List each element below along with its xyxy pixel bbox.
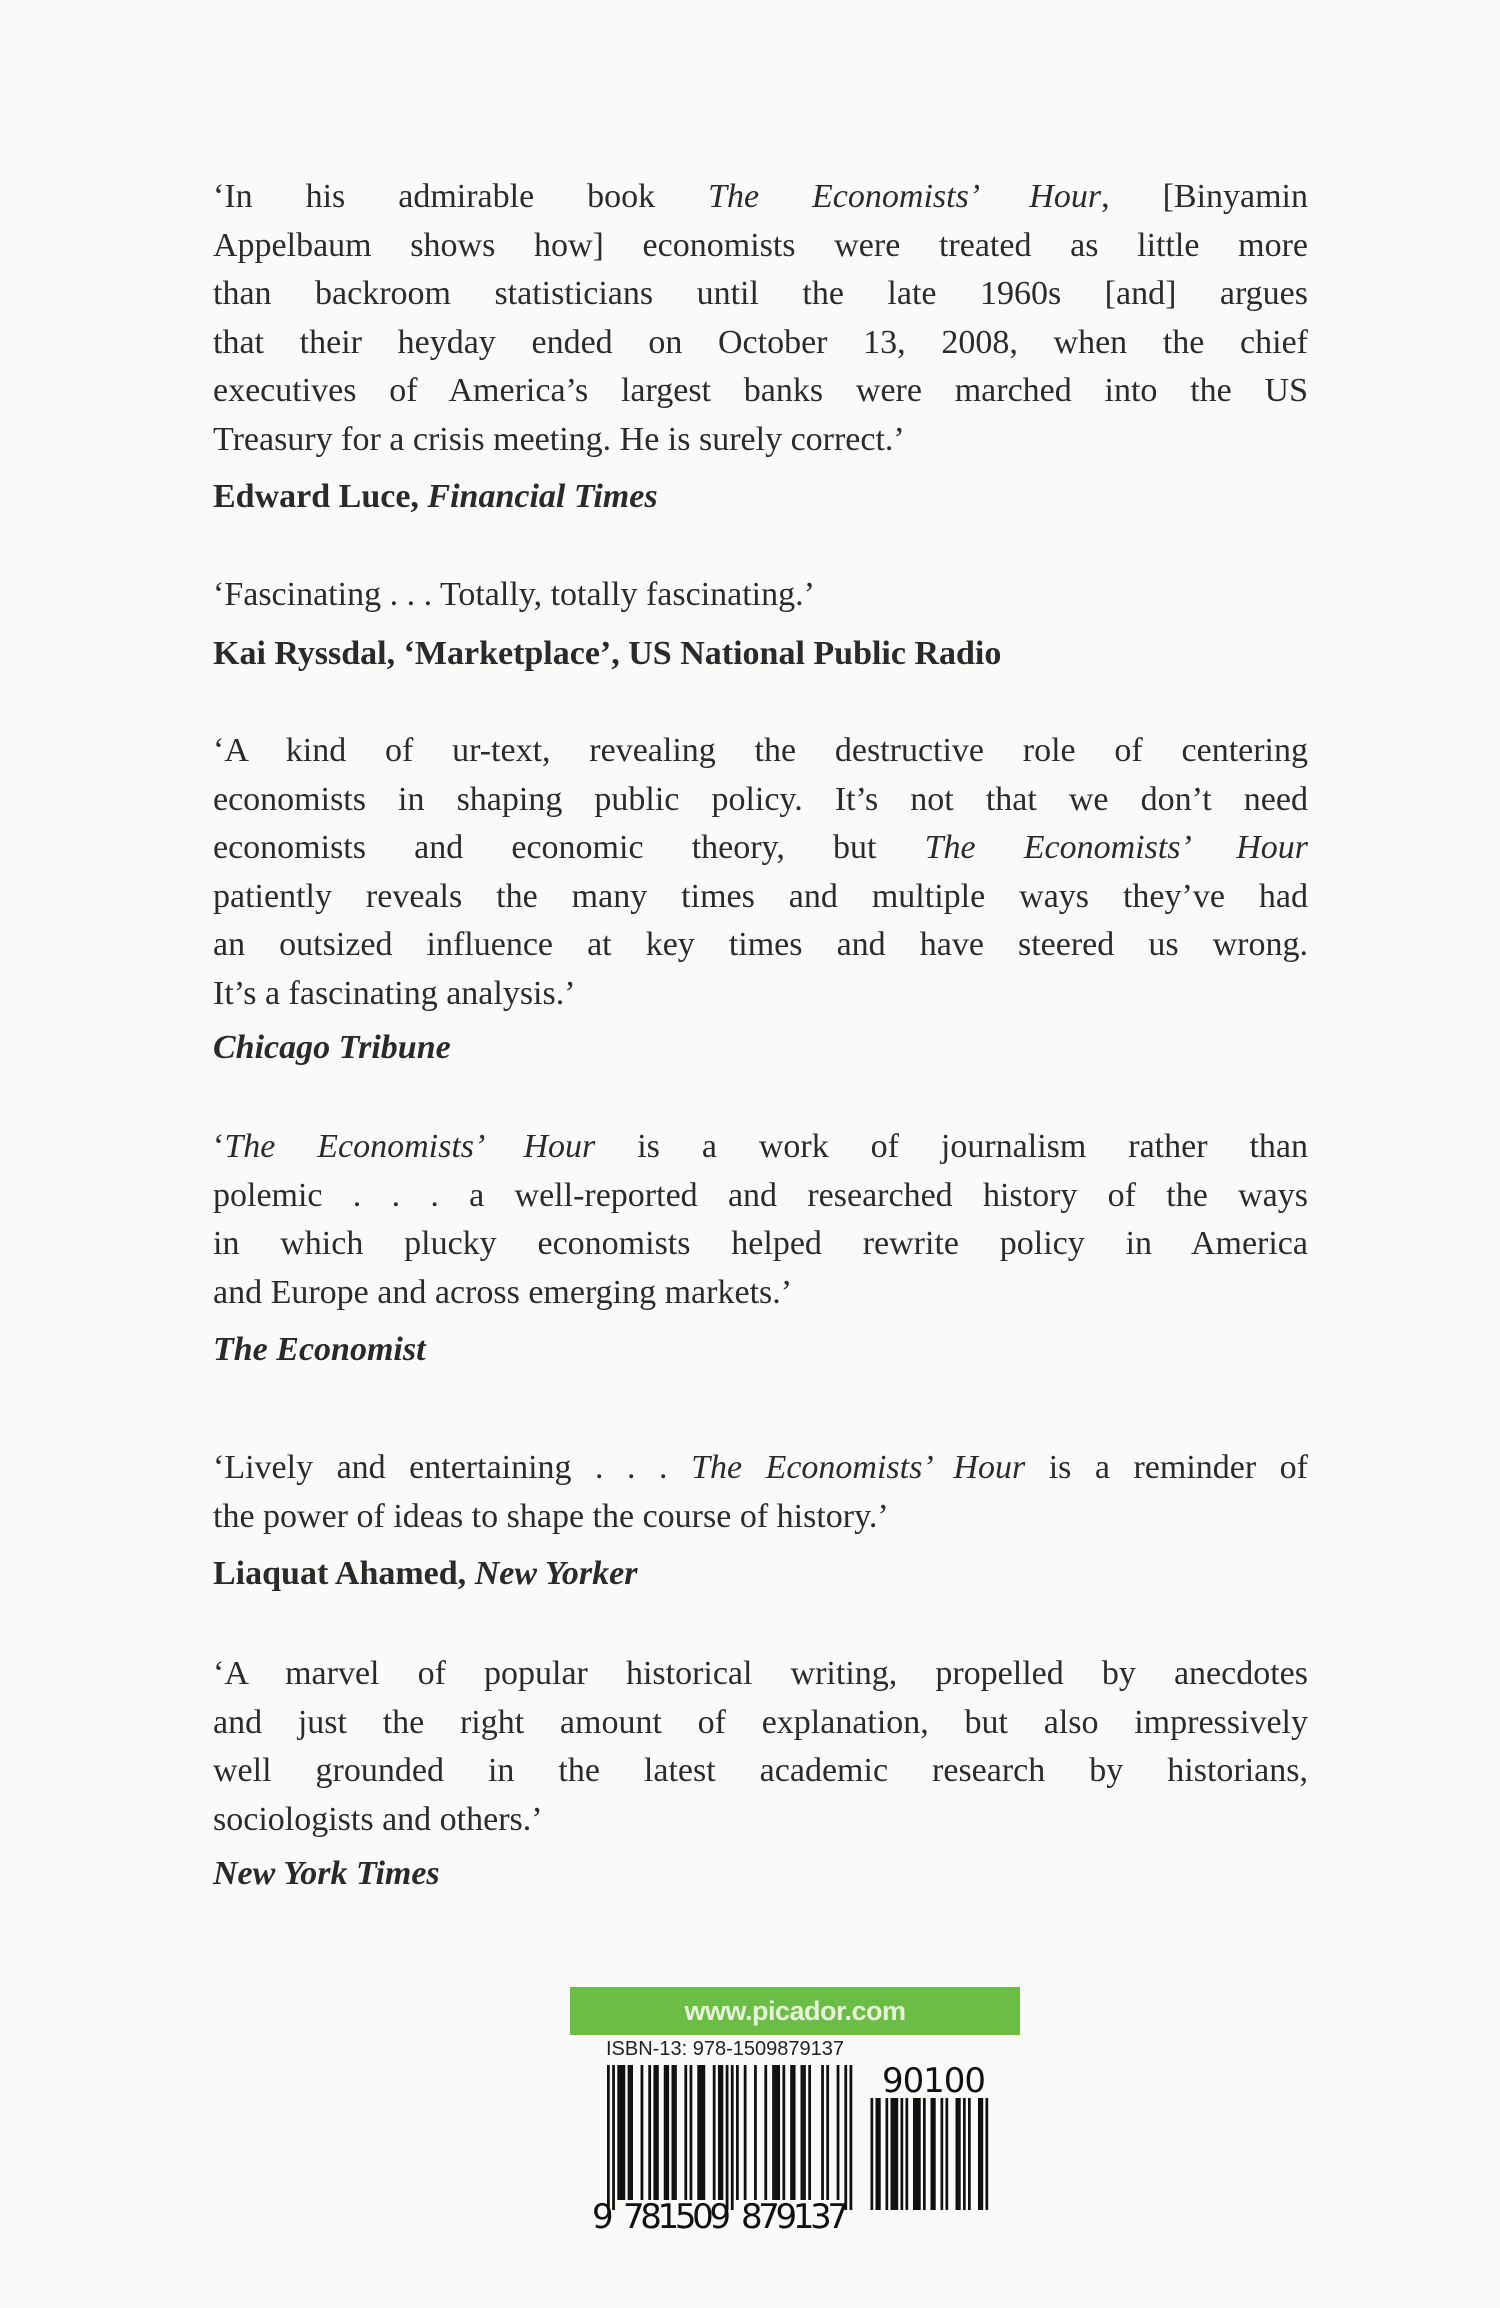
addon-bar (893, 2098, 896, 2210)
barcode-bar (777, 2065, 780, 2200)
barcode-bar (736, 2065, 739, 2200)
review-quote (213, 173, 1308, 464)
barcode-bar (648, 2065, 651, 2200)
barcode-bar (731, 2065, 734, 2210)
barcode-bar (754, 2065, 757, 2200)
quote-line (213, 173, 1308, 222)
quote-text: Appelbaum shows how] economists were treated as little more (213, 226, 1308, 264)
quote-line (213, 873, 1308, 922)
quote-text: ‘Lively and entertaining . . . (213, 1449, 692, 1486)
addon-bar (923, 2098, 926, 2210)
publication-name: New Yorker (474, 1555, 638, 1592)
quote-text: ‘A marvel of popular historical writing, propelled by anecdotes (213, 1655, 1308, 1692)
isbn-barcode (590, 2060, 1010, 2235)
barcode-right-group: 879137 (741, 2197, 849, 2235)
barcode-bar (622, 2065, 625, 2200)
barcode-bar (666, 2065, 669, 2200)
barcode-bar (803, 2065, 806, 2200)
barcode-bar (844, 2065, 847, 2210)
addon-bar (886, 2098, 889, 2210)
addon-digits: 90100 (882, 2061, 986, 2101)
addon-bar (891, 2098, 894, 2210)
reviewer-name: Liaquat Ahamed, (213, 1555, 475, 1592)
addon-bar (958, 2098, 961, 2210)
addon-bar (941, 2098, 944, 2210)
reviewer-name: Kai Ryssdal, ‘Marketplace’, US National Public Radio (213, 635, 1002, 672)
barcode-bar (790, 2065, 793, 2200)
barcode-bar (641, 2065, 644, 2200)
quote-attribution (213, 630, 1308, 679)
quote-text: It’s a fascinating analysis.’ (213, 974, 576, 1012)
quote-attribution (213, 1550, 1308, 1599)
quote-text: ‘A kind of ur-text, revealing the destructive role of centering (213, 732, 1308, 769)
quote-attribution (213, 1326, 1308, 1375)
quote-text: economists in shaping public policy. It’s not that we don’t need (213, 780, 1308, 818)
barcode-bar (684, 2065, 687, 2200)
quote-text: economists and economic theory, but (213, 829, 925, 866)
quote-text: is a work of journalism rather than (595, 1128, 1308, 1165)
addon-bar (918, 2098, 921, 2210)
barcode-bar (653, 2065, 656, 2200)
barcode-bar (726, 2065, 729, 2210)
italic-title: The Economists’ Hour (224, 1128, 596, 1165)
quote-text: an outsized influence at key times and have steered us wrong. (213, 926, 1308, 963)
barcode-bar (690, 2065, 693, 2200)
quote-text: executives of America’s largest banks were marched into the US (213, 372, 1308, 409)
review-quote (213, 1650, 1308, 1844)
addon-bar (901, 2098, 904, 2210)
quote-line (213, 1796, 1308, 1845)
barcode-bar (713, 2065, 716, 2200)
addon-bar (946, 2098, 949, 2210)
barcode-bar (801, 2065, 804, 2200)
barcode-bar (607, 2065, 610, 2210)
quote-line (213, 416, 1308, 465)
quote-text: , [Binyamin (1101, 178, 1308, 215)
addon-bar (871, 2098, 874, 2210)
barcode-bar (772, 2065, 775, 2200)
quote-line (213, 1172, 1308, 1221)
review-quote (213, 727, 1308, 1018)
publication-name: New York Times (213, 1855, 440, 1892)
barcode-bar (782, 2065, 785, 2200)
barcode-bar (620, 2065, 623, 2200)
barcode-bar (672, 2065, 675, 2200)
addon-bar (963, 2098, 966, 2210)
barcode-bar (674, 2065, 677, 2200)
review-quote (213, 1123, 1308, 1317)
addon-bar (986, 2098, 989, 2210)
barcode-left-group: 781509 (623, 2197, 731, 2235)
barcode-bar (702, 2065, 705, 2200)
quote-text: polemic . . . a well-reported and researched history of the ways (213, 1176, 1308, 1214)
barcode-bar (718, 2065, 721, 2200)
barcode-bar (775, 2065, 778, 2200)
quote-text: the power of ideas to shape the course of history.’ (213, 1497, 889, 1535)
publication-name: The Economist (213, 1331, 426, 1368)
quote-text: Treasury for a crisis meeting. He is surely correct.’ (213, 420, 905, 458)
barcode-bar (721, 2065, 724, 2200)
addon-bar (913, 2098, 916, 2210)
quote-text: and Europe and across emerging markets.’ (213, 1273, 793, 1311)
quote-attribution (213, 1024, 1308, 1073)
italic-title: The Economists’ Hour (691, 1449, 1026, 1486)
quote-line (213, 824, 1308, 873)
quote-line (213, 571, 1308, 620)
addon-bar (931, 2098, 934, 2210)
addon-bar (978, 2098, 981, 2210)
addon-bar (916, 2098, 919, 2210)
isbn-label: ISBN-13: 978-1509879137 (606, 2038, 844, 2060)
quote-text: and just the right amount of explanation, but also impressively (213, 1703, 1308, 1741)
quote-line (213, 970, 1308, 1019)
publisher-website: www.picador.com (684, 1996, 906, 2026)
addon-bars (871, 2098, 989, 2210)
quote-attribution (213, 473, 1308, 522)
addon-bar (876, 2098, 879, 2210)
quote-line (213, 1699, 1308, 1748)
barcode-bar (656, 2065, 659, 2200)
quote-text: ‘ (213, 1128, 225, 1165)
quote-text: patiently reveals the many times and multiple ways they’ve had (213, 877, 1308, 915)
quote-text: ‘Fascinating . . . Totally, totally fascinating.’ (213, 576, 815, 613)
quote-attribution (213, 1850, 1308, 1899)
barcode-first-digit: 9 (592, 2197, 614, 2235)
barcode-bar (826, 2065, 829, 2200)
barcode-bar (697, 2065, 700, 2200)
barcode-bar (850, 2065, 853, 2210)
barcode-bar (808, 2065, 811, 2200)
addon-bar (968, 2098, 971, 2210)
barcode-bar (837, 2065, 840, 2200)
barcode-bar (744, 2065, 747, 2200)
quote-line (213, 1493, 1308, 1542)
quote-line (213, 921, 1308, 970)
barcode-bar (793, 2065, 796, 2200)
quote-line (213, 367, 1308, 416)
barcode-bar (764, 2065, 767, 2200)
addon-bar (896, 2098, 899, 2210)
quote-text: ‘In his admirable book (213, 178, 709, 215)
quote-line (213, 222, 1308, 271)
quote-line (213, 270, 1308, 319)
barcode-bar (821, 2065, 824, 2200)
barcode-bar (664, 2065, 667, 2200)
quote-line (213, 1269, 1308, 1318)
addon-bar (906, 2098, 909, 2210)
quote-line (213, 727, 1308, 776)
quote-line (213, 1123, 1308, 1172)
publication-name: Financial Times (427, 478, 658, 515)
quote-text: well grounded in the latest academic research by historians, (213, 1752, 1308, 1789)
reviewer-name: Edward Luce, (213, 478, 428, 515)
barcode-bar (628, 2065, 631, 2200)
quote-line (213, 319, 1308, 368)
review-quote (213, 1444, 1308, 1541)
quote-text: in which plucky economists helped rewrite policy in America (213, 1225, 1308, 1262)
barcode-bar (700, 2065, 703, 2200)
publication-name: Chicago Tribune (213, 1029, 451, 1066)
quote-line (213, 1444, 1308, 1493)
barcode-bar (617, 2065, 620, 2200)
quote-line (213, 776, 1308, 825)
quote-text: is a reminder of (1025, 1449, 1309, 1486)
quote-line (213, 1650, 1308, 1699)
quote-line (213, 1747, 1308, 1796)
italic-title: The Economists’ Hour (924, 829, 1309, 866)
addon-bar (878, 2098, 881, 2210)
quote-text: that their heyday ended on October 13, 2008, when the chief (213, 323, 1308, 361)
barcode-bar (630, 2065, 633, 2200)
barcode-bar (612, 2065, 615, 2210)
addon-bar (933, 2098, 936, 2210)
quote-line (213, 1220, 1308, 1269)
quote-text: sociologists and others.’ (213, 1800, 543, 1838)
quote-text: than backroom statisticians until the late 1960s [and] argues (213, 275, 1308, 312)
ean13-bars (607, 2065, 852, 2210)
publisher-website-banner (570, 1987, 1020, 2035)
review-quote (213, 571, 1308, 620)
italic-title: The Economists’ Hour (708, 178, 1102, 215)
addon-bar (981, 2098, 984, 2210)
addon-bar (956, 2098, 959, 2210)
